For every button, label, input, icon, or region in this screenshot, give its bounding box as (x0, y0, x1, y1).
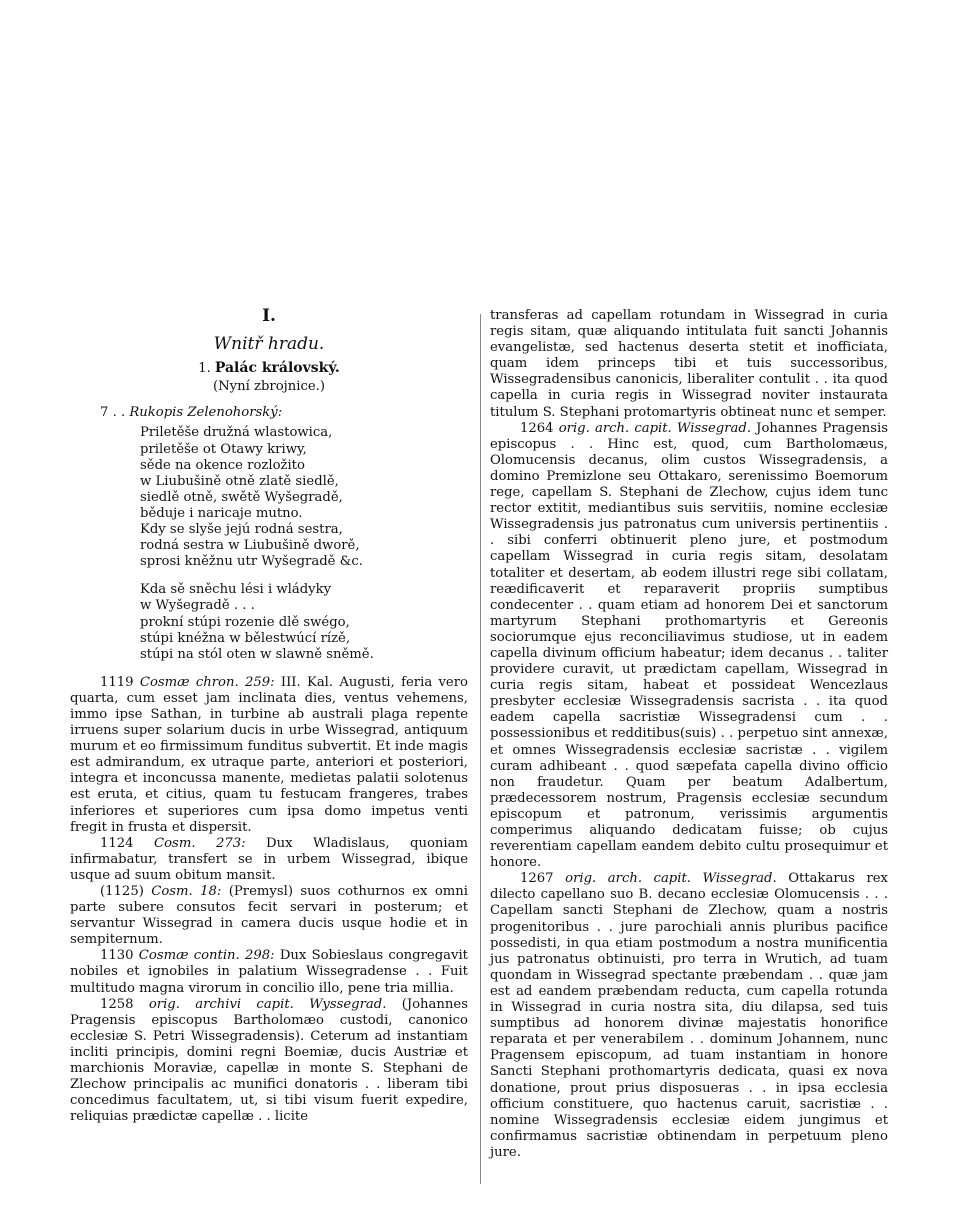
entry-source: Cosmæ chron. 259: (139, 674, 275, 690)
continued-paragraph: transferas ad capellam rotundam in Wissegrad in curia regis sitam, quæ aliquando intitulata fuit sancti Johannis evangelistæ, sed hactenus deserta stetit et inofficiata, quam idem princeps tibi et tuis successoribus, Wissegradensibus canonicis, liberaliter contulit . . ita quod capella in curia regis in Wissegrad noviter instaurata titulum S. Stephani protomartyris obtineat nunc et semper. (490, 308, 888, 420)
section-title: Wnitř hradu. (213, 334, 325, 355)
entry-date: 1258 (100, 996, 134, 1012)
source-entry (490, 421, 888, 872)
entry-text: Johannes Pragensis episcopus . . Hinc est, quod, cum Bartholomæus, Olomucensis decanus, olim custos Wissegradensis, a domino Premizlone seu Ottakaro, serenissimo Boemorum rege, capellam S. Stephani de Zlechow, cujus idem tunc rector extitit, mediantibus suis servitiis, nomine ecclesiæ Wissegradensis jus patronatus cum universis pertinentiis . . sibi conferri obtinuerit pleno jure, et postmodum capellam Wissegrad in curia regis sitam, desolatam totaliter et desertam, ab eodem illustri rege sibi collatam, reædificaverit et reparaverit propriis sumptibus condecenter . . quam etiam ad honorem Dei et sanctorum martyrum Stephani prothomartyris et Gereonis sociorumque ejus reconciliavimus studiose, ut in eadem capella divinum officium habeatur; idem decanus . . taliter providere curavit, ut prædictam capellam, Wissegrad in curia regis sitam, habeat et possideat Wencezlaus presbyter ecclesiæ Wissegradensis sacrista . . ita quod eadem capella sacristiæ Wissegradensi cum . . possessionibus et redditibus(suis) . . perpetuo sint annexæ, et omnes Wissegradensis ecclesiæ sacristæ . . vigilem curam adhibeant . . quod sæpefata capella divino officio non fraudetur. Quam per beatum Adalbertum, prædecessorem nostrum, Pragensis ecclesiæ secundum episcopum et patronum, verissimis argumentis comperimus aliquando dedicatam fuisse; ob cujus reverentiam capellam eandem debito cultu prosequimur et honore. (490, 420, 888, 871)
source-entry (70, 948, 468, 996)
source-entry (70, 675, 468, 836)
verse-line: stúpi knéžna w bělestwúcí rízě, (140, 630, 351, 646)
verse-line: priletěše ot Otawy kriwy, (140, 441, 307, 457)
entry-text: III. Kal. Augusti, feria vero quarta, cum esset jam inclinata dies, ventus vehemens, immo ipse Sathan, in turbine ab australi plaga repente irruens super solarium ducis in urbe Wissegrad, antiquum murum et eo firmissimum funditus subvertit. Et inde magis est admirandum, ex utraque parte, anteriori et posteriori, integra et inconcussa manente, medietas palatii solotenus est eruta, et citius, quam tu festucam frangeres, trabes inferiores et superiores cum ipsa domo impetus venti fregit in frusta et dispersit. (70, 674, 468, 835)
entry-text: (Johannes Pragensis episcopus Bartholomæo custodi, canonico ecclesiæ S. Petri Wissegradensis). Ceterum ad instantiam incliti principis, domini regni Boemiæ, ducis Austriæ et marchionis Moraviæ, capellæ in monte S. Stephani de Zlechow principalis ac munifici donatoris . . liberam tibi concedimus facultatem, ut, si tibi visum fuerit expedire, reliquias prædictæ capellæ . . licite (70, 996, 468, 1125)
source-entry (70, 997, 468, 1126)
verse-stanza (140, 425, 468, 570)
verse-line: w Liubušině otně zlatě siedlě, (140, 473, 339, 489)
verse-line: Priletěše družná wlastowica, (140, 425, 333, 441)
verse-stanza (140, 582, 468, 662)
verse-line: siedlě otně, swětě Wyšegradě, (140, 489, 343, 505)
chapter-number: I. (262, 306, 276, 326)
entry-source: orig. arch. capit. Wissegrad. (565, 871, 777, 887)
entry-date: (1125) (100, 884, 144, 899)
verse-line: rodná sestra w Liubušině dworě, (140, 538, 360, 554)
subsection-note: (Nyní zbrojnice.) (213, 379, 325, 395)
entry-text: Dux Sobieslaus congregavit nobiles et ignobiles in palatium Wissegradense . . Fuit multitudo magna virorum in concilio illo, pene tria millia. (70, 948, 468, 996)
entry-text: Ottakarus rex dilecto capellano suo B. decano ecclesiæ Olomucensis . . . Capellam sancti Stephani de Zlechow, quam a nostris progenitoribus . . jure parochiali annis pluribus pacifice possedisti, in qua etiam postmodum a nostra munificentia jus patronatus obtinuisti, pro terra in Wrutich, ad tuam quondam in Wissegrad spectante præbendam . . quæ jam est ad eandem præbendam reducta, cum capella rotunda in Wissegrad in curia nostra sita, diu dilapsa, sed tuis sumptibus ad honorem divinæ majestatis honorifice reparata et per venerabilem . . dominum Johannem, nunc Pragensem episcopum, ad tuam instantiam in honore Sancti Stephani prothomartyris dedicata, quasi ex nova donatione, prout prius disposueras . . in ipsa ecclesia officium constituere, quo hactenus caruit, sacristiæ . . nomine Wissegradensis ecclesiæ eidem jungimus et confirmamus sacristiæ obtinendam in perpetuum pleno jure. (490, 871, 888, 1160)
verse-line: stúpi na stól oten w slawně sněmě. (140, 646, 374, 662)
manuscript-citation (100, 405, 468, 421)
verse-line: w Wyšegradě . . . (140, 598, 255, 614)
entry-date: 1267 (520, 871, 554, 887)
verse-line: sprosi kněžnu utr Wyšegradě &c. (140, 554, 363, 570)
source-entry (490, 871, 888, 1161)
entry-date: 1264 (520, 420, 554, 436)
entry-source: Cosm. 18: (151, 884, 222, 899)
verse-block (140, 425, 468, 662)
verse-line: Kdy se slyše jejú rodná sestra, (140, 522, 343, 538)
entry-source: orig. archivi capit. Wyssegrad. (148, 996, 387, 1012)
entry-source: Cosm. 273: (154, 835, 246, 851)
verse-line: Kda sě sněchu lési i wládyky (140, 582, 332, 598)
entry-text: Dux Wladislaus, quoniam infirmabatur, transfert se in urbem Wissegrad, ibique usque ad suum obitum mansit. (70, 835, 468, 883)
entry-source: Cosmæ contin. 298: (138, 948, 275, 964)
entry-date: 1124 (100, 835, 134, 851)
entry-date: 1130 (100, 948, 134, 964)
verse-line: běduje i naricaje mutno. (140, 505, 303, 521)
entry-text: (Premysl) suos cothurnos ex omni parte subere consutos fecit servari in posterum; et servantur Wissegrad in camera ducis usque hodie et in sempiternum. (70, 884, 468, 948)
subsection-number: 1. (198, 361, 211, 377)
source-entry (70, 836, 468, 884)
source-entry (70, 884, 468, 948)
subsection-title: Palác královský. (214, 360, 340, 377)
column-divider (480, 314, 481, 1184)
entry-source: orig. arch. capit. Wissegrad. (558, 420, 752, 436)
entry-date: 1119 (100, 674, 134, 690)
verse-line: sěde na okence rozložito (140, 457, 305, 473)
manuscript-date: 7 . . (100, 405, 126, 421)
verse-line: prokní stúpi rozenie dlě swégo, (140, 614, 350, 630)
left-column (70, 308, 468, 1125)
subsection-heading (70, 360, 468, 377)
right-column (490, 308, 888, 1161)
manuscript-source: Rukopis Zelenohorský: (129, 405, 283, 421)
